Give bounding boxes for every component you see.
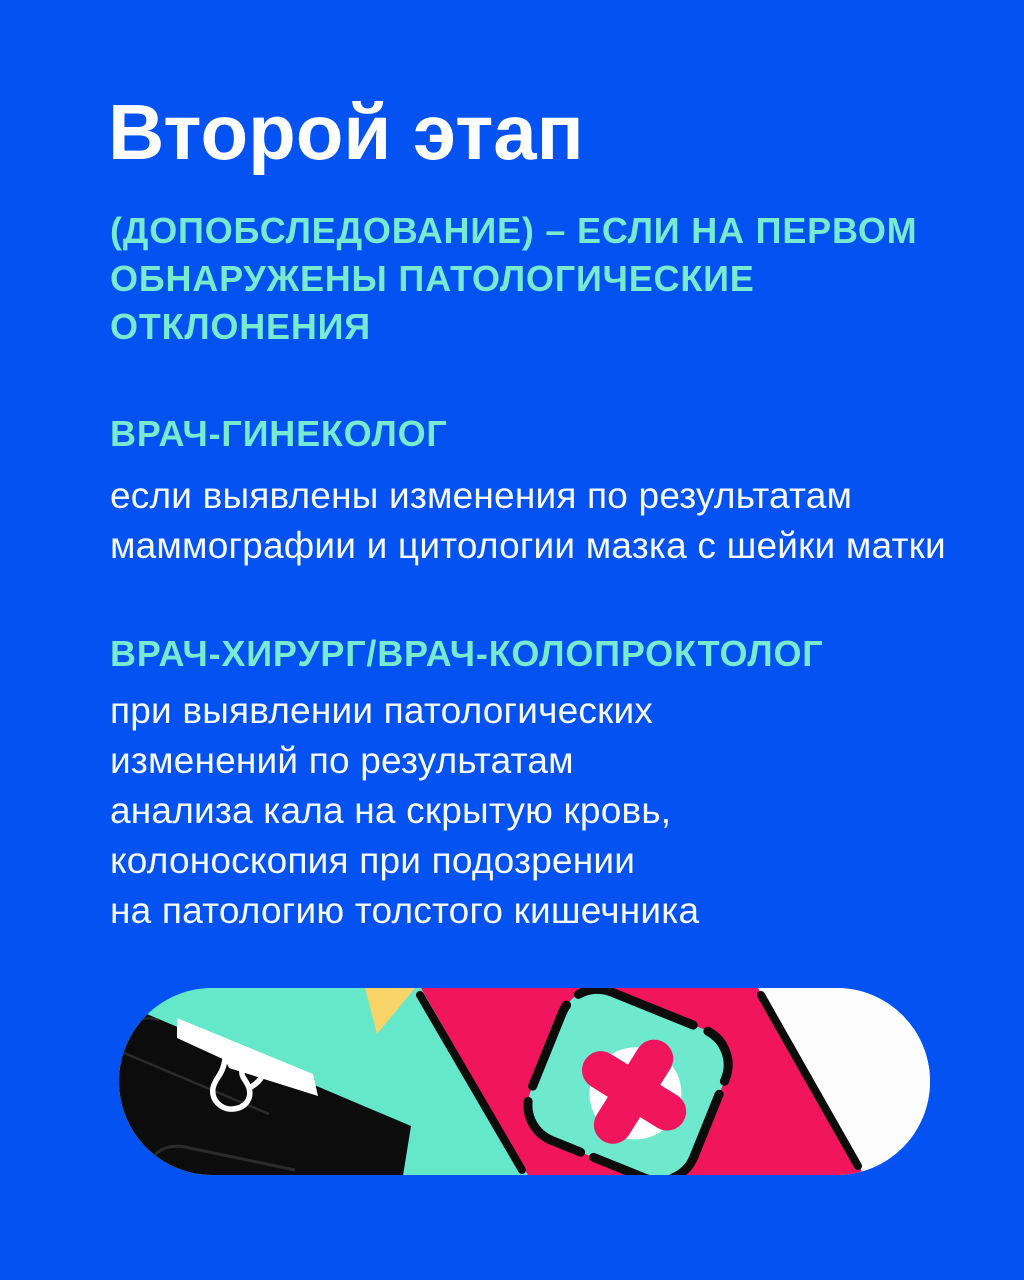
body-line: изменений по результатам <box>110 740 574 781</box>
section-heading-surgeon-coloproctologist: ВРАЧ-ХИРУРГ/ВРАЧ-КОЛОПРОКТОЛОГ <box>110 633 824 674</box>
subtitle-line: (ДОПОБСЛЕДОВАНИЕ) – ЕСЛИ НА ПЕРВОМ <box>110 210 918 251</box>
medical-illustration <box>119 988 930 1175</box>
medical-illustration-canvas <box>119 988 930 1175</box>
body-line: анализа кала на скрытую кровь, <box>110 790 672 831</box>
section-body-surgeon <box>110 686 699 936</box>
body-line: если выявлены изменения по результатам <box>110 475 853 516</box>
page-title: Второй этап <box>108 88 584 176</box>
body-line: на патологию толстого кишечника <box>110 890 700 931</box>
subtitle <box>110 207 917 351</box>
body-line: при выявлении патологических <box>110 690 654 731</box>
subtitle-line: ОБНАРУЖЕНЫ ПАТОЛОГИЧЕСКИЕ <box>110 258 755 299</box>
body-line: маммографии и цитологии мазка с шейки матки <box>110 525 946 566</box>
subtitle-line: ОТКЛОНЕНИЯ <box>110 306 371 347</box>
section-body-gynecologist <box>110 471 946 571</box>
body-line: колоноскопия при подозрении <box>110 840 636 881</box>
section-heading-gynecologist: ВРАЧ-ГИНЕКОЛОГ <box>110 413 448 454</box>
